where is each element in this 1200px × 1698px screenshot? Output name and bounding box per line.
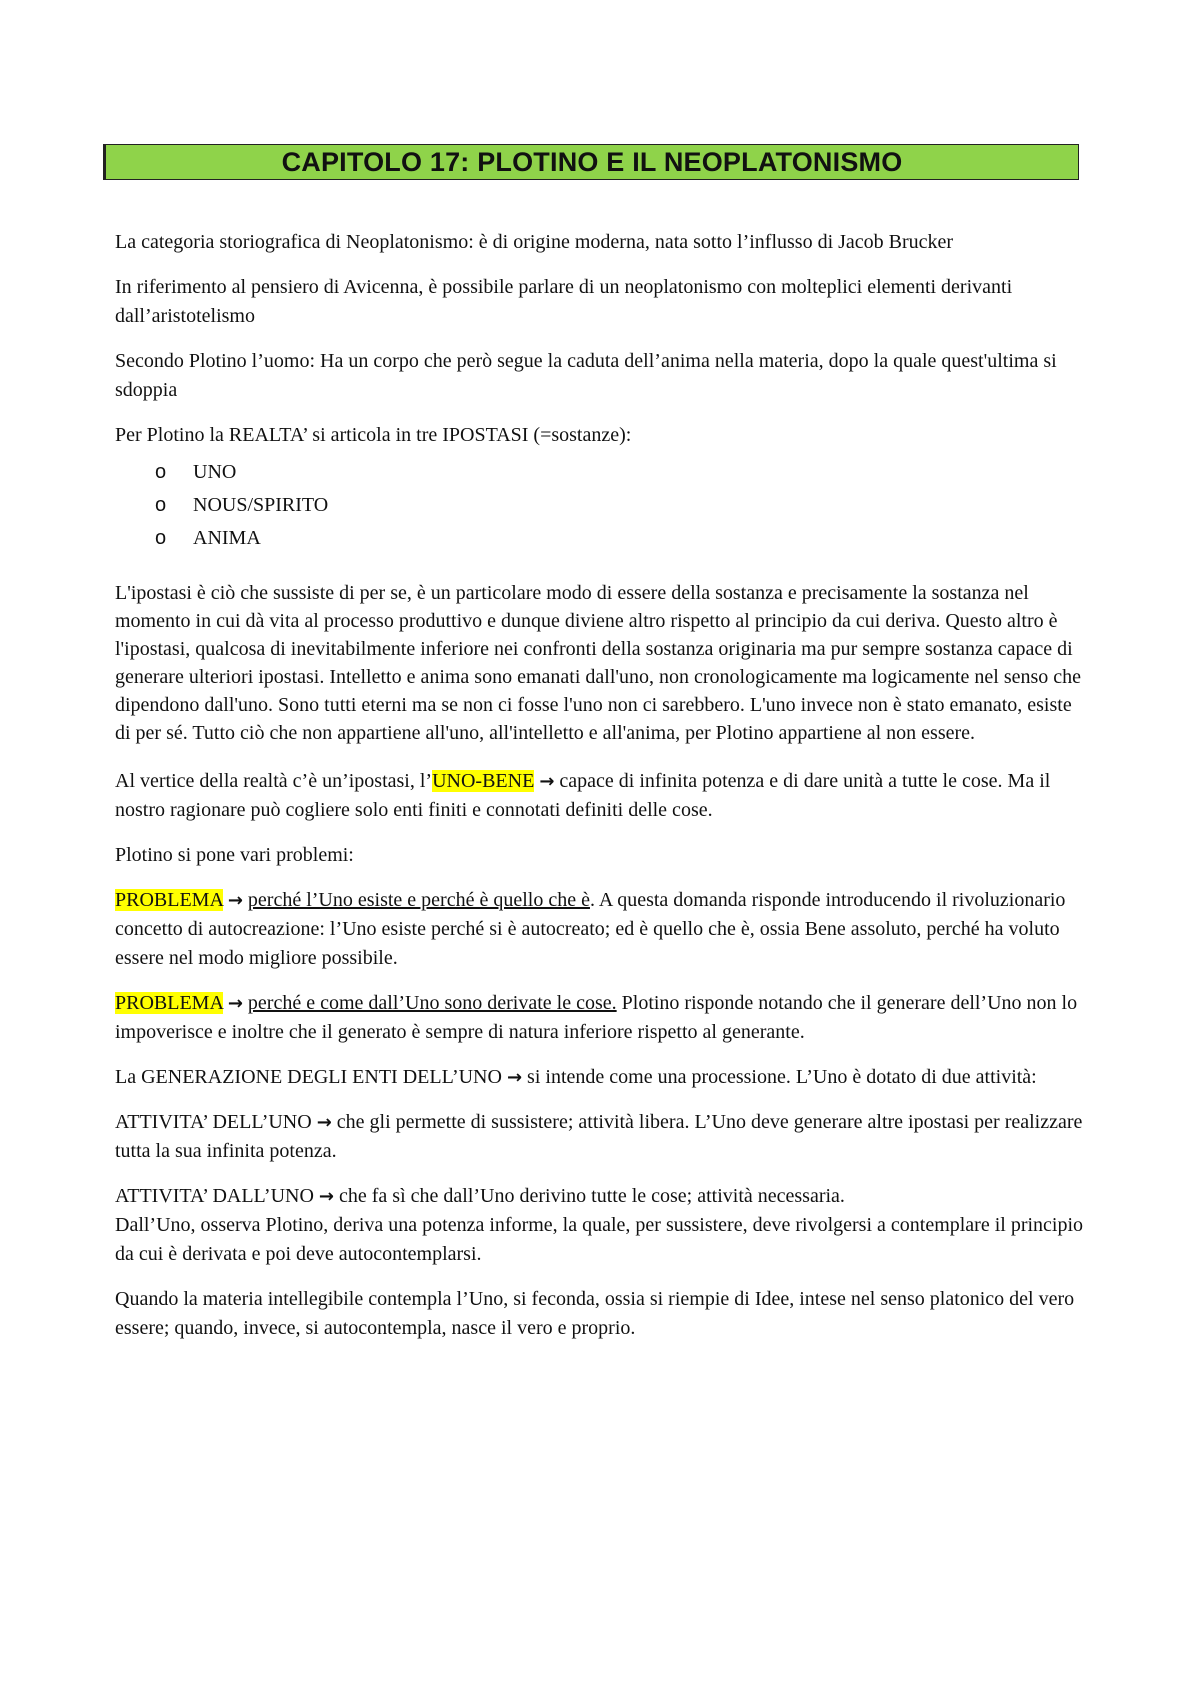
attivita-1-label: ATTIVITA’ DELL’UNO — [115, 1111, 312, 1133]
paragraph-attivita-dall-uno — [115, 1182, 1090, 1269]
attivita-2-label: ATTIVITA’ DALL’UNO — [115, 1185, 314, 1207]
paragraph-uomo: Secondo Plotino l’uomo: Ha un corpo che però segue la caduta dell’anima nella materia, dopo la quale quest'ultima si sdoppia — [115, 350, 1057, 401]
paragraph-problemi-intro: Plotino si pone vari problemi: — [115, 844, 354, 866]
paragraph-problem-2 — [115, 989, 1090, 1047]
arrow-icon: → — [506, 1067, 523, 1088]
list-item — [115, 456, 1090, 489]
list-item-label: ANIMA — [193, 527, 261, 549]
paragraph-uno-bene — [115, 767, 1090, 825]
arrow-icon: → — [227, 890, 243, 911]
chapter-title-box — [103, 144, 1079, 180]
problem-2-question: perché e come dall’Uno sono derivate le cose. — [247, 992, 617, 1014]
arrow-icon: → — [318, 1186, 335, 1207]
chapter-title: CAPITOLO 17: PLOTINO E IL NEOPLATONISMO — [281, 146, 903, 177]
list-item — [115, 522, 1090, 555]
paragraph-neoplatonismo-origin: La categoria storiografica di Neoplatonismo: è di origine moderna, nata sotto l’influsso di Jacob Brucker — [115, 231, 954, 253]
problem-1-label: PROBLEMA — [115, 889, 223, 911]
problem-2-answer: Plotino risponde notando che il generare dell’Uno non lo impoverisce e inoltre che il generato è sempre di natura inferiore rispetto al generante. — [115, 992, 1078, 1043]
generazione-label: La GENERAZIONE DEGLI ENTI DELL’UNO — [115, 1066, 502, 1088]
list-item-label: NOUS/SPIRITO — [193, 494, 329, 516]
bullet-icon: o — [155, 461, 167, 483]
uno-bene-text: capace di infinita potenza e di dare unità a tutte le cose. Ma il nostro ragionare può cogliere solo enti finiti e connotati definiti delle cose. — [115, 770, 1051, 821]
paragraph-problem-1 — [115, 886, 1090, 973]
list-item — [115, 489, 1090, 522]
problem-1-question: perché l’Uno esiste e perché è quello che è — [247, 889, 590, 911]
problem-2-label: PROBLEMA — [115, 992, 223, 1014]
uno-bene-highlight: UNO-BENE — [432, 770, 535, 792]
arrow-icon: → — [316, 1112, 332, 1133]
list-item-label: UNO — [193, 461, 237, 483]
attivita-2-continuation: Dall’Uno, osserva Plotino, deriva una potenza informe, la quale, per sussistere, deve rivolgersi a contemplare il principio da cui è derivata e poi deve autocontemplarsi. — [115, 1214, 1084, 1265]
paragraph-ipostasi-definition: L'ipostasi è ciò che sussiste di per se, è un particolare modo di essere della sostanza e precisamente la sostanza nel momento in cui dà vita al processo produttivo e dunque diviene altro rispetto al principio da cui deriva. Questo altro è l'ipostasi, qualcosa di inevitabilmente inferiore nei confronti della sostanza originaria ma pur sempre sostanza capace di generare ulteriori ipostasi. Intelletto e anima sono emanati dall'uno, non cronologicamente ma logicamente nel senso che dipendono dall'uno. Sono tutti eterni ma se non ci fosse l'uno non ci sarebbero. L'uno invece non è stato emanato, esiste di per sé. Tutto ciò che non appartiene all'uno, all'intelletto e all'anima, per Plotino appartiene al non essere. — [115, 582, 1082, 744]
paragraph-ipostasi-intro: Per Plotino la REALTA’ si articola in tre IPOSTASI (=sostanze): — [115, 424, 632, 446]
ipostasi-list — [115, 456, 1090, 555]
attivita-2-text: che fa sì che dall’Uno derivino tutte le cose; attività necessaria. — [339, 1185, 845, 1207]
generazione-text: si intende come una processione. L’Uno è dotato di due attività: — [527, 1066, 1037, 1088]
bullet-icon: o — [155, 527, 167, 549]
problem-1-answer: . A questa domanda risponde introducendo il rivoluzionario concetto di autocreazione: l’Uno esiste perché si è autocreato; ed è quello che è, ossia Bene assoluto, perché ha voluto essere nel modo migliore possibile. — [115, 889, 1066, 969]
uno-bene-lead: Al vertice della realtà c’è un’ipostasi, l’ — [115, 770, 433, 792]
attivita-1-text: che gli permette di sussistere; attività libera. L’Uno deve generare altre ipostasi per realizzare tutta la sua infinita potenza. — [115, 1111, 1083, 1162]
bullet-icon: o — [155, 494, 167, 516]
arrow-icon: → — [539, 771, 555, 792]
paragraph-attivita-dell-uno — [115, 1108, 1090, 1166]
arrow-icon: → — [227, 993, 243, 1014]
paragraph-materia-intellegibile: Quando la materia intellegibile contempla l’Uno, si feconda, ossia si riempie di Idee, intese nel senso platonico del vero essere; quando, invece, si autocontempla, nasce il vero e proprio. — [115, 1288, 1075, 1339]
document-body — [115, 228, 1090, 1359]
paragraph-avicenna: In riferimento al pensiero di Avicenna, è possibile parlare di un neoplatonismo con molteplici elementi derivanti dall’aristotelismo — [115, 276, 1013, 327]
paragraph-generazione — [115, 1063, 1090, 1092]
